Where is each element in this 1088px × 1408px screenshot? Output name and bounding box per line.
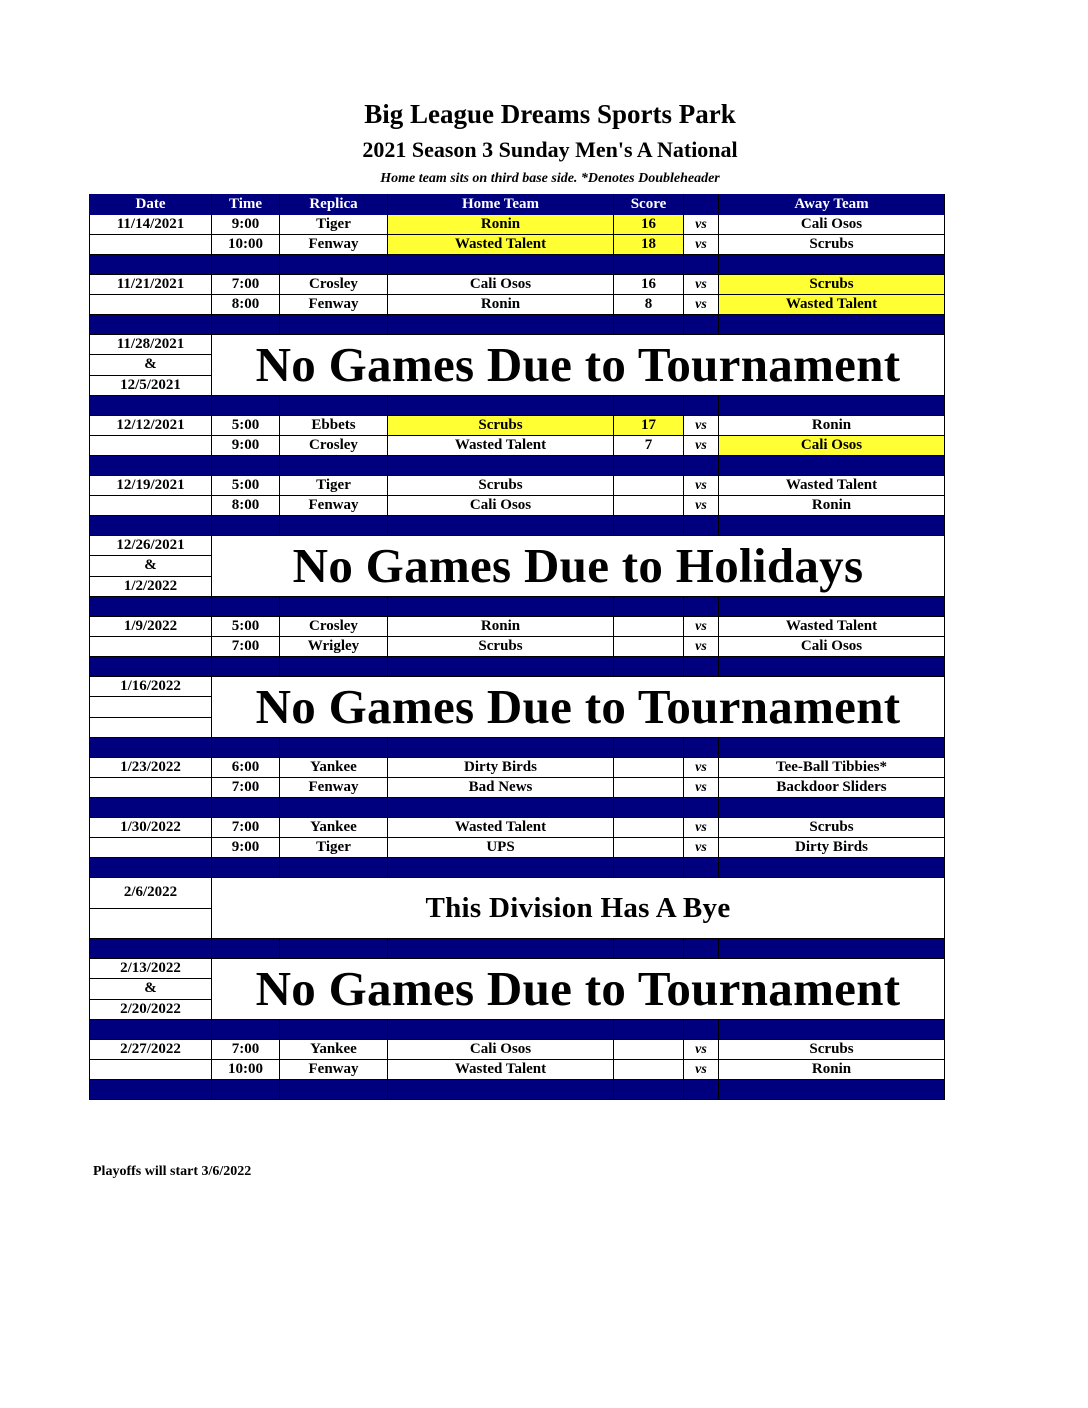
column-header-date: Date (90, 195, 212, 215)
spacer-cell (212, 858, 280, 878)
game-row (90, 1060, 945, 1080)
home-team-note: Home team sits on third base side. *Denotes Doubleheader (380, 171, 720, 186)
spacer-cell (719, 315, 945, 335)
spacer-cell (280, 657, 388, 677)
game-date (90, 295, 212, 315)
banner-text: No Games Due to Tournament (255, 961, 901, 1016)
away-team: Cali Osos (719, 215, 945, 235)
spacer-cell (684, 516, 719, 536)
week-date: 12/26/2021 (90, 536, 212, 556)
spacer-cell (719, 939, 945, 959)
banner-text: No Games Due to Holidays (292, 538, 864, 593)
replica-field: Ebbets (280, 416, 388, 436)
vs-label: vs (684, 778, 719, 798)
away-team: Dirty Birds (719, 838, 945, 858)
spacer-cell (388, 255, 614, 275)
week-date: 1/2/2022 (90, 576, 212, 596)
game-row (90, 295, 945, 315)
game-row (90, 758, 945, 778)
spacer-cell (719, 798, 945, 818)
spacer-cell (212, 516, 280, 536)
spacer-cell (719, 396, 945, 416)
banner-text: This Division Has A Bye (425, 892, 731, 924)
home-team: Wasted Talent (388, 818, 614, 838)
spacer-row (90, 738, 945, 758)
spacer-cell (90, 738, 212, 758)
score: 16 (614, 215, 684, 235)
score: 18 (614, 235, 684, 255)
week-date: 2/6/2022 (90, 878, 212, 909)
no-games-row (90, 878, 945, 909)
spacer-cell (388, 396, 614, 416)
game-row (90, 838, 945, 858)
game-date: 11/21/2021 (90, 275, 212, 295)
spacer-row (90, 657, 945, 677)
game-date: 1/30/2022 (90, 818, 212, 838)
vs-label: vs (684, 235, 719, 255)
vs-label: vs (684, 1060, 719, 1080)
week-date: 2/13/2022 (90, 959, 212, 979)
spacer-cell (614, 798, 684, 818)
spacer-cell (90, 657, 212, 677)
spacer-cell (280, 456, 388, 476)
spacer-cell (614, 1020, 684, 1040)
spacer-cell (280, 939, 388, 959)
spacer-cell (90, 858, 212, 878)
game-date (90, 838, 212, 858)
game-row (90, 215, 945, 235)
game-row (90, 778, 945, 798)
game-date: 12/19/2021 (90, 476, 212, 496)
spacer-cell (614, 255, 684, 275)
home-team: Cali Osos (388, 1040, 614, 1060)
week-date (90, 717, 212, 737)
spacer-cell (684, 1020, 719, 1040)
no-games-row (90, 677, 945, 697)
spacer-cell (90, 255, 212, 275)
spacer-cell (90, 798, 212, 818)
spacer-cell (212, 738, 280, 758)
game-time: 7:00 (212, 818, 280, 838)
spacer-row (90, 255, 945, 275)
away-team: Tee-Ball Tibbies* (719, 758, 945, 778)
spacer-cell (684, 657, 719, 677)
spacer-cell (684, 255, 719, 275)
spacer-cell (684, 597, 719, 617)
game-date (90, 496, 212, 516)
column-header-time: Time (212, 195, 280, 215)
spacer-cell (90, 396, 212, 416)
replica-field: Crosley (280, 617, 388, 637)
game-date: 11/14/2021 (90, 215, 212, 235)
game-row (90, 235, 945, 255)
home-team: Ronin (388, 215, 614, 235)
score (614, 838, 684, 858)
spacer-cell (388, 1020, 614, 1040)
game-row (90, 818, 945, 838)
vs-label: vs (684, 496, 719, 516)
game-time: 5:00 (212, 416, 280, 436)
game-row (90, 637, 945, 657)
vs-label: vs (684, 818, 719, 838)
replica-field: Tiger (280, 838, 388, 858)
away-team: Scrubs (719, 818, 945, 838)
game-time: 9:00 (212, 838, 280, 858)
spacer-cell (684, 315, 719, 335)
spacer-cell (684, 738, 719, 758)
spacer-cell (684, 939, 719, 959)
spacer-cell (719, 1020, 945, 1040)
spacer-cell (614, 858, 684, 878)
game-date: 1/9/2022 (90, 617, 212, 637)
game-date (90, 436, 212, 456)
spacer-cell (280, 396, 388, 416)
table-header-row (90, 195, 945, 215)
spacer-cell (719, 858, 945, 878)
game-time: 10:00 (212, 1060, 280, 1080)
spacer-cell (719, 255, 945, 275)
column-header-score: Score (614, 195, 684, 215)
spacer-cell (614, 657, 684, 677)
spacer-cell (719, 597, 945, 617)
game-date (90, 1060, 212, 1080)
score (614, 818, 684, 838)
home-team: Scrubs (388, 416, 614, 436)
spacer-cell (90, 516, 212, 536)
game-row (90, 476, 945, 496)
spacer-cell (388, 738, 614, 758)
home-team: Dirty Birds (388, 758, 614, 778)
replica-field: Wrigley (280, 637, 388, 657)
game-date (90, 637, 212, 657)
game-row (90, 496, 945, 516)
spacer-cell (684, 1080, 719, 1100)
replica-field: Yankee (280, 818, 388, 838)
week-date: & (90, 979, 212, 999)
away-team: Backdoor Sliders (719, 778, 945, 798)
home-team: UPS (388, 838, 614, 858)
spacer-row (90, 1020, 945, 1040)
column-header-replica: Replica (280, 195, 388, 215)
home-team: Ronin (388, 617, 614, 637)
replica-field: Yankee (280, 1040, 388, 1060)
spacer-cell (388, 456, 614, 476)
spacer-cell (388, 657, 614, 677)
vs-label: vs (684, 617, 719, 637)
game-row (90, 617, 945, 637)
column-header-vs (684, 195, 719, 215)
score: 8 (614, 295, 684, 315)
spacer-row (90, 939, 945, 959)
spacer-cell (388, 1080, 614, 1100)
away-team: Scrubs (719, 235, 945, 255)
spacer-cell (719, 516, 945, 536)
spacer-cell (614, 1080, 684, 1100)
no-games-banner (212, 536, 945, 597)
spacer-row (90, 396, 945, 416)
spacer-cell (90, 1080, 212, 1100)
spacer-cell (90, 456, 212, 476)
schedule-table (89, 194, 945, 1100)
away-team: Ronin (719, 1060, 945, 1080)
score (614, 617, 684, 637)
away-team: Wasted Talent (719, 295, 945, 315)
game-time: 6:00 (212, 758, 280, 778)
week-date: & (90, 556, 212, 576)
vs-label: vs (684, 215, 719, 235)
spacer-cell (90, 1020, 212, 1040)
home-team: Scrubs (388, 476, 614, 496)
game-time: 5:00 (212, 476, 280, 496)
score (614, 637, 684, 657)
score (614, 758, 684, 778)
spacer-cell (719, 1080, 945, 1100)
spacer-row (90, 798, 945, 818)
game-time: 7:00 (212, 637, 280, 657)
replica-field: Tiger (280, 476, 388, 496)
vs-label: vs (684, 416, 719, 436)
spacer-cell (212, 1080, 280, 1100)
replica-field: Crosley (280, 275, 388, 295)
week-date: 12/5/2021 (90, 375, 212, 395)
vs-label: vs (684, 476, 719, 496)
away-team: Wasted Talent (719, 617, 945, 637)
week-date (90, 697, 212, 717)
vs-label: vs (684, 436, 719, 456)
spacer-row (90, 456, 945, 476)
game-date: 1/23/2022 (90, 758, 212, 778)
home-team: Wasted Talent (388, 1060, 614, 1080)
spacer-cell (280, 798, 388, 818)
score: 7 (614, 436, 684, 456)
game-row (90, 275, 945, 295)
banner-text: No Games Due to Tournament (255, 337, 901, 392)
home-team: Ronin (388, 295, 614, 315)
game-date (90, 235, 212, 255)
spacer-cell (684, 396, 719, 416)
replica-field: Yankee (280, 758, 388, 778)
no-games-row (90, 959, 945, 979)
away-team: Cali Osos (719, 436, 945, 456)
replica-field: Fenway (280, 1060, 388, 1080)
column-header-home-team: Home Team (388, 195, 614, 215)
replica-field: Crosley (280, 436, 388, 456)
spacer-cell (388, 315, 614, 335)
week-date: 2/20/2022 (90, 999, 212, 1019)
game-time: 9:00 (212, 215, 280, 235)
score (614, 1040, 684, 1060)
spacer-cell (280, 1080, 388, 1100)
spacer-cell (90, 315, 212, 335)
game-row (90, 416, 945, 436)
spacer-cell (388, 516, 614, 536)
score (614, 1060, 684, 1080)
game-time: 9:00 (212, 436, 280, 456)
away-team: Ronin (719, 496, 945, 516)
spacer-cell (212, 396, 280, 416)
page-subtitle: 2021 Season 3 Sunday Men's A National (362, 137, 738, 162)
home-team: Wasted Talent (388, 436, 614, 456)
spacer-cell (90, 597, 212, 617)
game-time: 5:00 (212, 617, 280, 637)
spacer-cell (212, 315, 280, 335)
game-time: 7:00 (212, 275, 280, 295)
week-date: 11/28/2021 (90, 335, 212, 355)
away-team: Scrubs (719, 1040, 945, 1060)
game-date: 2/27/2022 (90, 1040, 212, 1060)
spacer-cell (280, 597, 388, 617)
game-row (90, 1040, 945, 1060)
game-date (90, 778, 212, 798)
spacer-cell (614, 516, 684, 536)
spacer-cell (280, 858, 388, 878)
spacer-cell (719, 738, 945, 758)
score: 17 (614, 416, 684, 436)
game-time: 8:00 (212, 496, 280, 516)
score: 16 (614, 275, 684, 295)
spacer-cell (388, 858, 614, 878)
replica-field: Fenway (280, 295, 388, 315)
spacer-cell (212, 597, 280, 617)
home-team: Scrubs (388, 637, 614, 657)
playoffs-note: Playoffs will start 3/6/2022 (93, 1164, 252, 1179)
page-title: Big League Dreams Sports Park (364, 99, 736, 129)
week-date: & (90, 355, 212, 375)
spacer-cell (280, 315, 388, 335)
spacer-cell (280, 516, 388, 536)
vs-label: vs (684, 275, 719, 295)
spacer-cell (614, 315, 684, 335)
game-time: 8:00 (212, 295, 280, 315)
game-date: 12/12/2021 (90, 416, 212, 436)
away-team: Ronin (719, 416, 945, 436)
spacer-cell (212, 456, 280, 476)
replica-field: Fenway (280, 496, 388, 516)
spacer-row (90, 516, 945, 536)
spacer-cell (212, 939, 280, 959)
home-team: Bad News (388, 778, 614, 798)
away-team: Scrubs (719, 275, 945, 295)
no-games-banner (212, 959, 945, 1020)
no-games-banner (212, 335, 945, 396)
spacer-cell (212, 657, 280, 677)
vs-label: vs (684, 1040, 719, 1060)
replica-field: Fenway (280, 778, 388, 798)
week-date (90, 908, 212, 939)
game-row (90, 436, 945, 456)
spacer-row (90, 597, 945, 617)
spacer-cell (614, 738, 684, 758)
spacer-cell (684, 798, 719, 818)
spacer-cell (684, 456, 719, 476)
vs-label: vs (684, 637, 719, 657)
away-team: Cali Osos (719, 637, 945, 657)
home-team: Wasted Talent (388, 235, 614, 255)
column-header-away-team: Away Team (719, 195, 945, 215)
no-games-banner (212, 677, 945, 738)
spacer-cell (280, 738, 388, 758)
spacer-cell (388, 939, 614, 959)
spacer-cell (614, 456, 684, 476)
spacer-row (90, 315, 945, 335)
spacer-cell (719, 657, 945, 677)
game-time: 7:00 (212, 778, 280, 798)
vs-label: vs (684, 838, 719, 858)
spacer-cell (212, 798, 280, 818)
vs-label: vs (684, 758, 719, 778)
banner-text: No Games Due to Tournament (255, 679, 901, 734)
week-date: 1/16/2022 (90, 677, 212, 697)
no-games-row (90, 335, 945, 355)
spacer-cell (614, 396, 684, 416)
vs-label: vs (684, 295, 719, 315)
spacer-row (90, 1080, 945, 1100)
away-team: Wasted Talent (719, 476, 945, 496)
spacer-cell (280, 255, 388, 275)
score (614, 778, 684, 798)
spacer-cell (280, 1020, 388, 1040)
game-time: 10:00 (212, 235, 280, 255)
replica-field: Fenway (280, 235, 388, 255)
spacer-cell (388, 798, 614, 818)
game-time: 7:00 (212, 1040, 280, 1060)
replica-field: Tiger (280, 215, 388, 235)
home-team: Cali Osos (388, 496, 614, 516)
spacer-cell (719, 456, 945, 476)
no-games-row (90, 536, 945, 556)
spacer-row (90, 858, 945, 878)
home-team: Cali Osos (388, 275, 614, 295)
spacer-cell (212, 255, 280, 275)
spacer-cell (684, 858, 719, 878)
spacer-cell (90, 939, 212, 959)
score (614, 496, 684, 516)
spacer-cell (388, 597, 614, 617)
bye-banner (212, 878, 945, 939)
spacer-cell (614, 939, 684, 959)
score (614, 476, 684, 496)
spacer-cell (212, 1020, 280, 1040)
spacer-cell (614, 597, 684, 617)
